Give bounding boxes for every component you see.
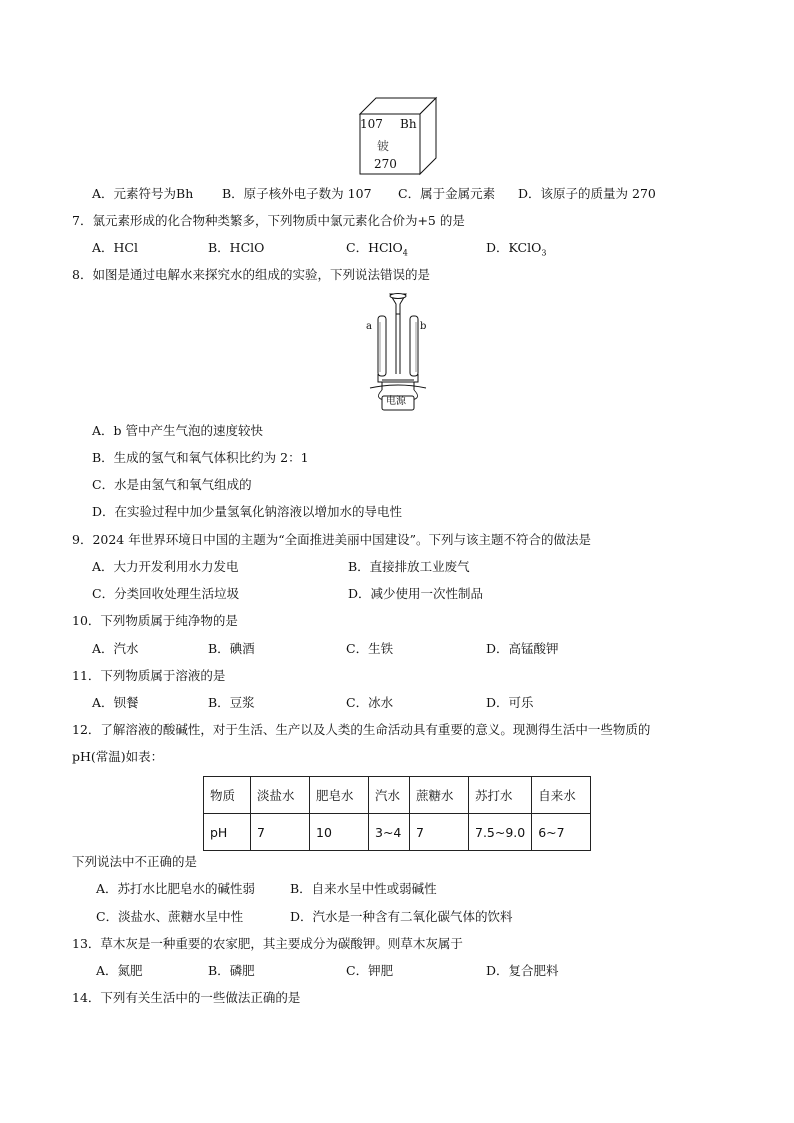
q14-stem: 14．下列有关生活中的一些做法正确的是: [72, 990, 301, 1005]
q11-option-a: A．钡餐: [92, 695, 139, 710]
ph-table: [203, 776, 591, 851]
element-mass: 270: [374, 157, 397, 171]
q13-option-a: A．氮肥: [96, 963, 143, 978]
q13-stem: 13．草木灰是一种重要的农家肥，其主要成分为碳酸钾。则草木灰属于: [72, 936, 463, 951]
table-cell: 自来水: [532, 777, 591, 814]
q12-after-text: 下列说法中不正确的是: [72, 854, 198, 869]
q11-option-d: D．可乐: [486, 695, 534, 710]
element-cube-figure: [358, 96, 438, 176]
table-row: [204, 777, 591, 814]
element-name: 铍: [377, 139, 390, 153]
element-symbol: Bh: [400, 117, 417, 131]
q6-option-d: D．该原子的质量为 270: [518, 186, 656, 201]
table-cell: 苏打水: [469, 777, 532, 814]
q9-option-c: C．分类回收处理生活垃圾: [92, 586, 240, 601]
q10-option-c: C．生铁: [346, 641, 394, 656]
q8-stem: 8．如图是通过电解水来探究水的组成的实验，下列说法错误的是: [72, 267, 430, 282]
q6-option-c: C．属于金属元素: [398, 186, 496, 201]
q10-option-b: B．碘酒: [208, 641, 255, 656]
q8-option-d: D．在实验过程中加少量氢氧化钠溶液以增加水的导电性: [92, 504, 403, 519]
tube-b-label: b: [420, 321, 427, 332]
q8-option-c: C．水是由氢气和氧气组成的: [92, 477, 252, 492]
q7-option-a: A．HCl: [92, 240, 138, 255]
element-number: 107: [360, 117, 383, 131]
table-cell: 蔗糖水: [410, 777, 469, 814]
q12-option-b: B．自来水呈中性或弱碱性: [290, 881, 437, 896]
q6-option-b: B．原子核外电子数为 107: [222, 186, 372, 201]
table-cell: 汽水: [369, 777, 410, 814]
power-source-label: 电源: [386, 396, 406, 407]
table-cell: 7.5~9.0: [469, 814, 532, 851]
q10-option-a: A．汽水: [92, 641, 139, 656]
q12-option-c: C．淡盐水、蔗糖水呈中性: [96, 909, 244, 924]
q12-option-a: A．苏打水比肥皂水的碱性弱: [96, 881, 256, 896]
q7-option-d: D．KClO$_3$: [486, 240, 547, 258]
electrolysis-apparatus-figure: [362, 292, 434, 412]
q12-option-d: D．汽水是一种含有二氧化碳气体的饮料: [290, 909, 513, 924]
table-cell: 淡盐水: [251, 777, 310, 814]
q12-stem-line2: pH(常温)如表：: [72, 749, 164, 764]
table-cell: 7: [410, 814, 469, 851]
q10-option-d: D．高锰酸钾: [486, 641, 559, 656]
q10-stem: 10．下列物质属于纯净物的是: [72, 613, 238, 628]
q13-option-c: C．钾肥: [346, 963, 394, 978]
q12-stem-line1: 12．了解溶液的酸碱性，对于生活、生产以及人类的生命活动具有重要的意义。现测得生活中一些物质的: [72, 722, 651, 737]
table-cell: 10: [310, 814, 369, 851]
q11-option-b: B．豆浆: [208, 695, 255, 710]
q8-option-a: A．b 管中产生气泡的速度较快: [92, 423, 264, 438]
q9-option-a: A．大力开发利用水力发电: [92, 559, 239, 574]
q8-option-b: B．生成的氢气和氧气体积比约为 2：1: [92, 450, 309, 465]
q13-option-b: B．磷肥: [208, 963, 255, 978]
q9-option-d: D．减少使用一次性制品: [348, 586, 484, 601]
table-cell: 肥皂水: [310, 777, 369, 814]
table-cell: 6~7: [532, 814, 591, 851]
q13-option-d: D．复合肥料: [486, 963, 559, 978]
table-cell: 7: [251, 814, 310, 851]
q9-stem: 9．2024 年世界环境日中国的主题为“全面推进美丽中国建设”。下列与该主题不符合的做法是: [72, 532, 592, 547]
table-cell: pH: [204, 814, 251, 851]
tube-a-label: a: [366, 321, 372, 332]
q11-option-c: C．冰水: [346, 695, 394, 710]
q11-stem: 11．下列物质属于溶液的是: [72, 668, 226, 683]
table-cell: 物质: [204, 777, 251, 814]
q7-stem: 7．氯元素形成的化合物种类繁多，下列物质中氯元素化合价为+5 的是: [72, 213, 465, 228]
q7-option-b: B．HClO: [208, 240, 265, 255]
q9-option-b: B．直接排放工业废气: [348, 559, 470, 574]
q6-option-a: A．元素符号为Bh: [92, 186, 194, 201]
q7-option-c: C．HClO$_4$: [346, 240, 408, 258]
table-cell: 3~4: [369, 814, 410, 851]
table-row: [204, 814, 591, 851]
